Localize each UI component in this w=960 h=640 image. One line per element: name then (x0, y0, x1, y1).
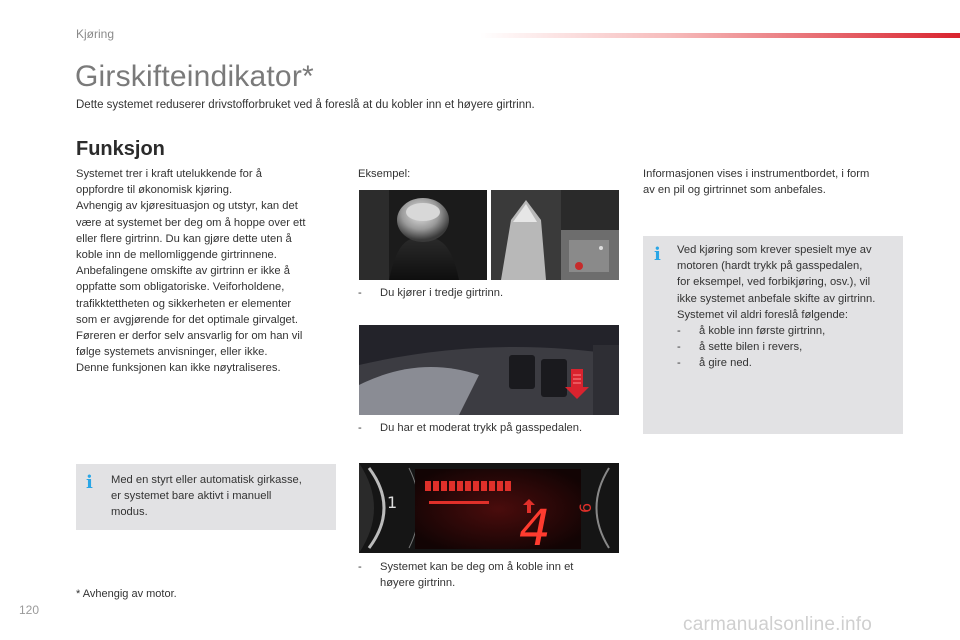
dashboard-side-image (491, 190, 619, 280)
instrument-cluster-photo (359, 463, 619, 553)
dash: - (358, 422, 362, 434)
text-line: Ved kjøring som krever spesielt mye av (677, 244, 872, 256)
text-line: eller flere girtrinn. Du kan gjøre dette uten å (76, 232, 292, 245)
text-line: modus. (111, 506, 148, 519)
dash: - (677, 341, 681, 354)
caption-text: Systemet kan be deg om å koble inn et (380, 561, 574, 573)
dash: - (677, 357, 681, 370)
gear-lever-image (359, 190, 487, 280)
text-line: Føreren er derfor selv ansvarlig for om han vil (76, 330, 303, 343)
info-box-text (677, 242, 901, 372)
text-line: Informasjonen vises i instrumentbordet, i form (643, 168, 870, 180)
caption-text: høyere girtrinn. (380, 577, 456, 589)
dashboard-side-photo (491, 190, 619, 280)
gauge-tick: 1 (387, 493, 398, 512)
pedals-photo (359, 325, 619, 415)
text-line: ikke systemet anbefale skifte av girtrinn. (677, 292, 876, 305)
text-line: Systemet trer i kraft utelukkende for å (76, 168, 262, 180)
header-accent-bar (480, 33, 960, 38)
caption-2 (358, 420, 618, 436)
instrument-cluster-image (359, 463, 619, 553)
list-item-text: å koble inn første girtrinn, (699, 325, 826, 338)
section-heading: Funksjon (76, 138, 165, 160)
info-icon: i (86, 472, 93, 493)
text-line: trafikktettheten og sikkerheten er elementer (76, 297, 292, 310)
text-line: for eksempel, ved forbikjøring, osv.), vil (677, 276, 871, 289)
list-item (677, 323, 901, 339)
info-box-text (111, 472, 331, 521)
column1-text (76, 166, 338, 377)
page-title: Girskifteindikator* (75, 60, 314, 93)
section-label: Kjøring (76, 27, 115, 41)
page-number: 120 (19, 603, 40, 617)
caption-text: Du kjører i tredje girtrinn. (380, 287, 504, 299)
gear-lever-photo (359, 190, 487, 280)
intro-text: Dette systemet reduserer drivstofforbruket ved å foreslå at du kobler inn et høyere girtrinn. (76, 99, 535, 111)
caption-1 (358, 285, 618, 301)
list-item (677, 355, 901, 371)
text-line: oppfatte som obligatoriske. Veiforholdene, (76, 281, 285, 294)
dash: - (358, 287, 362, 299)
text-line: koble inn de mellomliggende girtrinnene. (76, 249, 277, 262)
text-line: som er avgjørende for det optimale girvalget. (76, 313, 298, 326)
example-label: Eksempel: (358, 168, 411, 180)
dash: - (358, 561, 362, 573)
list-item (677, 339, 901, 355)
column3-text (643, 166, 905, 198)
text-line: Med en styrt eller automatisk girkasse, (111, 474, 302, 486)
caption-3 (358, 559, 618, 591)
info-icon: i (654, 244, 661, 265)
dash: - (677, 325, 681, 338)
text-line: motoren (hardt trykk på gasspedalen, (677, 260, 863, 273)
gauge-tick: 6 (576, 502, 595, 513)
text-line: Avhengig av kjøresituasjon og utstyr, kan det (76, 200, 298, 213)
text-line: Anbefalingene omskifte av girtrinn er ikke å (76, 265, 290, 278)
info-box-left (76, 464, 336, 530)
watermark: carmanualsonline.info (683, 614, 873, 635)
list-item-text: å gire ned. (699, 357, 752, 370)
text-line: av en pil og girtrinnet som anbefales. (643, 184, 826, 197)
text-line: Denne funksjonen kan ikke nøytraliseres. (76, 362, 281, 375)
footnote: * Avhengig av motor. (76, 588, 177, 600)
list-item-text: å sette bilen i revers, (699, 341, 803, 354)
text-line: oppfordre til økonomisk kjøring. (76, 184, 233, 197)
text-line: følge systemets anvisninger, eller ikke. (76, 346, 268, 359)
pedals-image (359, 325, 619, 415)
text-line: er systemet bare aktivt i manuell (111, 490, 272, 503)
info-box-right (643, 236, 903, 434)
caption-text: Du har et moderat trykk på gasspedalen. (380, 422, 583, 434)
gear-number: 4 (519, 499, 551, 553)
text-line: være at systemet ber deg om å hoppe over ett (76, 216, 306, 229)
text-line: Systemet vil aldri foreslå følgende: (677, 308, 848, 321)
